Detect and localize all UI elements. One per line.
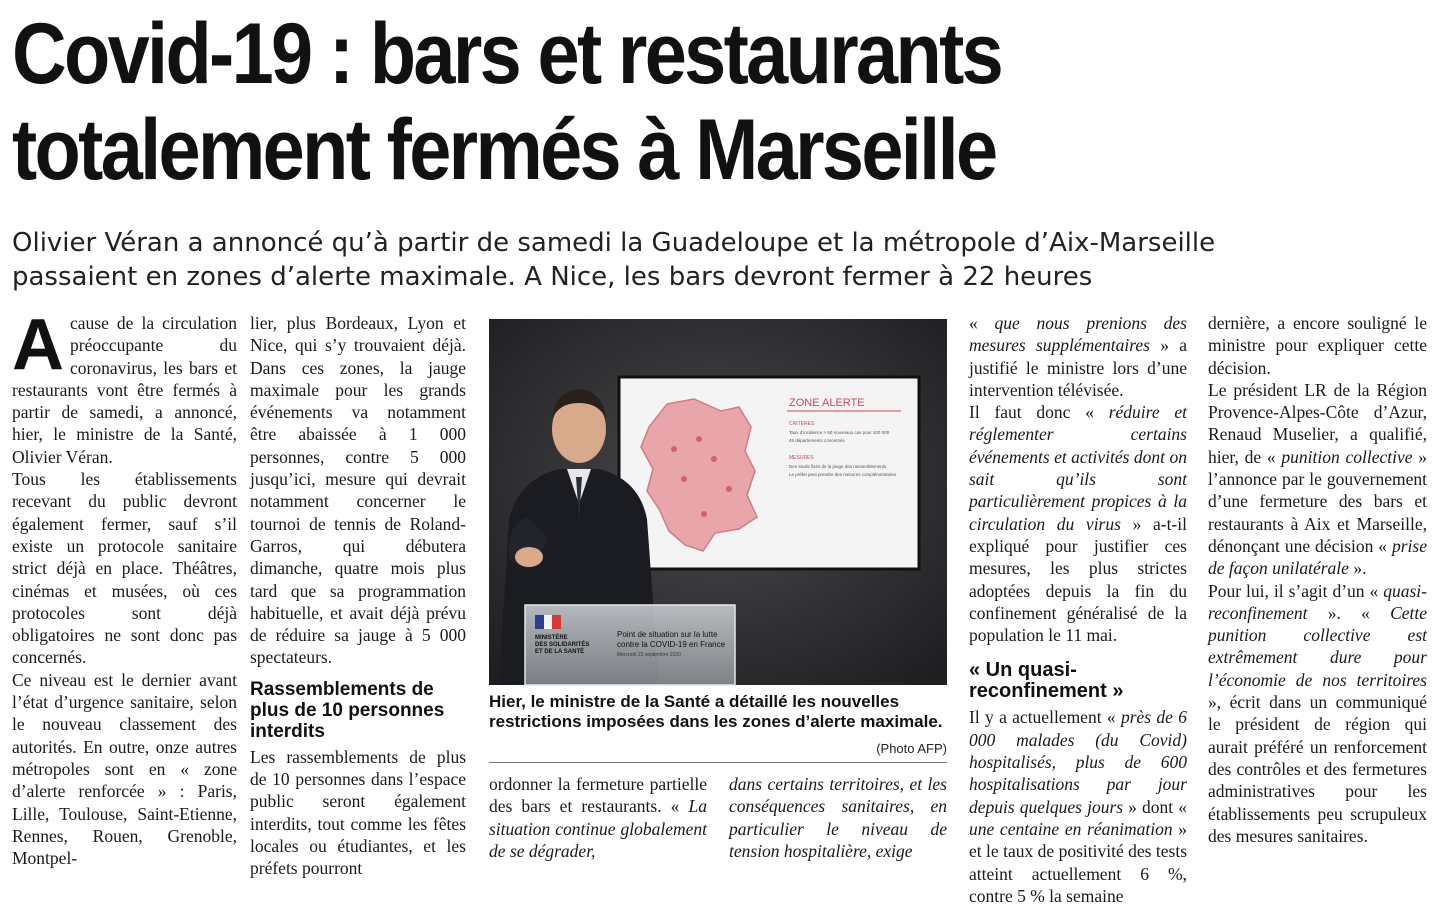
podium-banner-text: contre la COVID-19 en France <box>617 640 726 649</box>
article-column-1 <box>12 305 237 869</box>
article-column-2 <box>250 312 466 879</box>
paragraph: Ce niveau est le dernier avant l’état d’urgence sanitaire, selon le nouveau classement des autorités. En outre, onze autres métropoles sont en « zone d’alerte renforcée » : Paris, Lille, Toulouse, Saint-Etienne, Rennes, Rouen, Grenoble, Montpel- <box>12 669 237 869</box>
headline-line-2: totalement fermés à Marseille <box>12 102 996 198</box>
article-column-6 <box>1208 312 1427 867</box>
screen-text: Des seuils fixés de la jauge des rassemblements <box>789 464 887 469</box>
podium-text: DES SOLIDARITÉS <box>535 642 590 648</box>
deck-line-2: passaient en zones d’alerte maximale. A Nice, les bars devront fermer à 22 heures <box>12 262 1093 292</box>
screen-text: 45 départements concernés <box>789 438 845 443</box>
paragraph: Tous les établissements recevant du public devront également fermer, sauf s’il existe un protocole sanitaire strict déjà en place. Théâtres, cinémas et musées, où ces protocoles sont déjà obligatoires ne sont donc pas concernés. <box>12 469 237 668</box>
drop-cap: A <box>12 305 64 385</box>
screen-text: Le préfet peut prendre des mesures complémentaires <box>789 472 897 477</box>
press-photo <box>489 319 947 685</box>
podium-banner-text: Mercredi 23 septembre 2020 <box>617 652 681 658</box>
paragraph: Il faut donc « réduire et réglementer certains événements et activités dont on sait qu’ils sont particulièrement propices à la circulation du virus » a-t-il expliqué pour justifier ces mesures, les plus strictes adoptées depuis la fin du confinement généralisé de la population le 11 mai. <box>969 402 1187 646</box>
photo-credit: (Photo AFP) <box>876 741 947 756</box>
podium-text: MINISTÈRE <box>535 635 568 641</box>
headline-line-1: Covid-19 : bars et restaurants <box>12 6 1002 102</box>
article-column-5 <box>969 312 1187 906</box>
paragraph: « que nous prenions des mesures supplémentaires » a justifié le ministre lors d’une intervention télévisée. <box>969 313 1187 400</box>
subheading: « Un quasi-reconfinement » <box>969 659 1124 703</box>
paragraph: Le président LR de la Région Provence-Alpes-Côte d’Azur, Renaud Muselier, a qualifié, hier, de « punition collective » l’annonce par le gouvernement d’une fermeture des bars et restaurants à Aix et Marseille, dénonçant une décision « prise de façon unilatérale ». <box>1208 379 1428 579</box>
paragraph: Les rassemblements de plus de 10 personnes dans l’espace public seront également interdits, tout comme les fêtes locales ou étudiantes, et les préfets pourront <box>250 746 466 879</box>
article-column-3 <box>489 773 707 865</box>
paragraph: dans certains territoires, et les conséquences sanitaires, en particulier le niveau de tension hospitalière, exige <box>729 774 947 861</box>
headline <box>12 6 1257 198</box>
paragraph: lier, plus Bordeaux, Lyon et Nice, qui s’y trouvaient déjà. Dans ces zones, la jauge maximale pour les grands événements va notamment être abaissée à 1 000 personnes, contre 5 000 jusqu’ici, mesure qui devrait notamment concerner le tournoi de tennis de Roland-Garros, qui débutera dimanche, quatre mois plus tard que sa programmation habituelle, et avait déjà prévu de réduire sa jauge à 5 000 spectateurs. <box>250 313 466 668</box>
article-column-4 <box>729 773 947 865</box>
paragraph: Pour lui, il s’agit d’un « quasi-reconfinement ». « Cette punition collective est extrêmement dure pour l’économie de nos territoires », écrit dans un communiqué le président de région qui aurait préféré un renforcement des contrôles et des fermetures administratives pour les établissements peu scrupuleux des mesures sanitaires. <box>1208 580 1427 846</box>
screen-text: Taux d’incidence > 50 nouveaux cas pour 100 000 <box>789 430 890 435</box>
paragraph: Acause de la circulation préoccupante du coronavirus, les bars et restaurants vont être fermés à partir de samedi, a annoncé, hier, le ministre de la Santé, Olivier Véran. <box>12 305 237 467</box>
paragraph: ordonner la fermeture partielle des bars et restaurants. « La situation continue globalement de se dégrader, <box>489 774 707 861</box>
podium-text: ET DE LA SANTÉ <box>535 649 585 655</box>
screen-text: MESURES <box>789 455 814 461</box>
paragraph: Il y a actuellement « près de 6 000 malades (du Covid) hospitalisés, plus de 600 hospitalisations par jour depuis quelques jours » dont « une centaine en réanimation » et le taux de positivité des tests atteint actuellement 6 %, contre 5 % la semaine <box>969 707 1187 906</box>
screen-title: ZONE ALERTE <box>789 397 865 409</box>
subheading: Rassemblements de plus de 10 personnes interdits <box>250 678 445 742</box>
photo-caption: Hier, le ministre de la Santé a détaillé les nouvelles restrictions imposées dans les zones d’alerte maximale. <box>489 692 943 731</box>
deck-line-1: Olivier Véran a annoncé qu’à partir de samedi la Guadeloupe et la métropole d’Aix-Marseille <box>12 228 1216 258</box>
podium-banner-text: Point de situation sur la lutte <box>617 630 718 639</box>
paragraph: dernière, a encore souligné le ministre pour expliquer cette décision. <box>1208 313 1427 378</box>
screen-text: CRITÈRES <box>789 421 815 427</box>
deck <box>12 226 1427 294</box>
divider <box>489 762 947 763</box>
photo-illustration <box>489 319 947 685</box>
